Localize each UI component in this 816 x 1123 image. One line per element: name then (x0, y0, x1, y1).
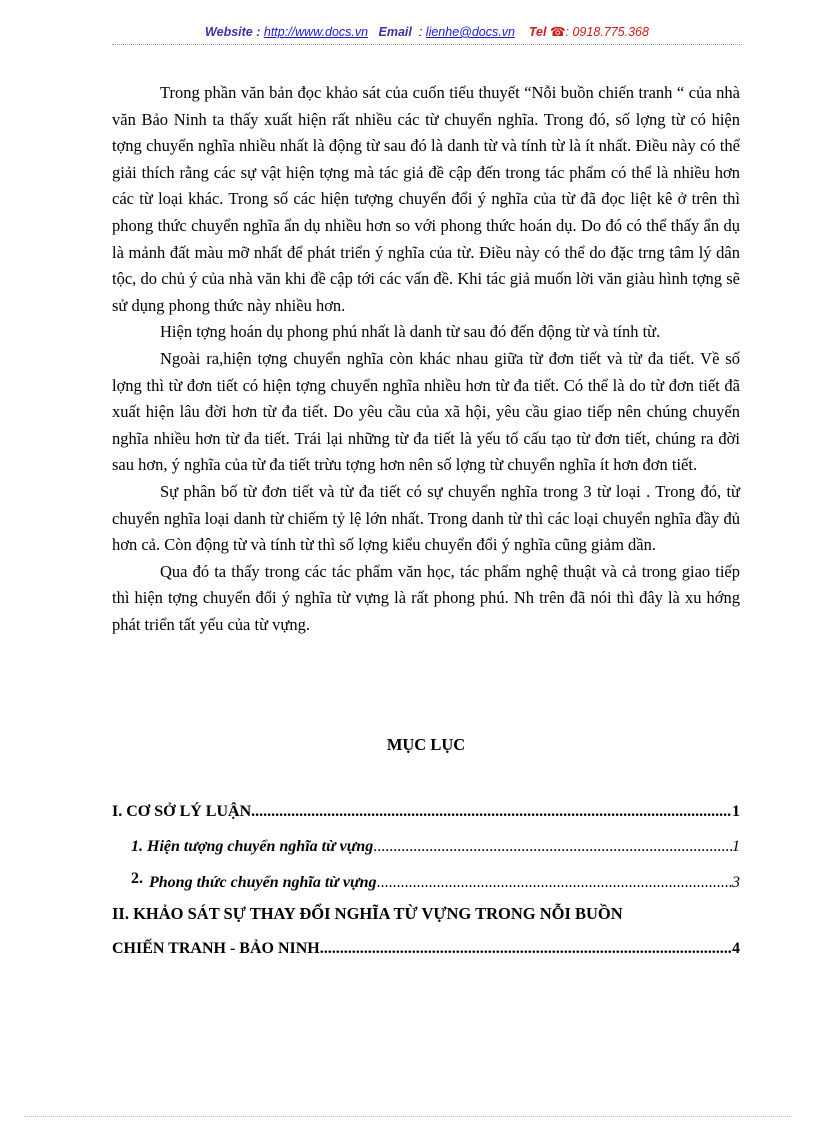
page-header (112, 22, 742, 42)
email-link[interactable]: lienhe@docs.vn (425, 25, 515, 39)
toc-entry-number: 2. (131, 870, 143, 887)
toc-entry-label: CHIẾN TRANH - BẢO NINH (112, 940, 320, 957)
tel-label: Tel (528, 25, 547, 39)
toc-entry-3[interactable] (131, 872, 740, 894)
footer-divider (24, 1116, 792, 1117)
toc-entry-label: 1. Hiện tượng chuyển nghĩa từ vựng (131, 838, 374, 855)
email-separator: : (418, 25, 423, 39)
toc-leader-dots (251, 801, 732, 823)
toc-entry-label: I. CƠ SỞ LÝ LUẬN (112, 803, 252, 820)
website-link[interactable]: http://www.docs.vn (263, 25, 369, 39)
header-divider (112, 44, 742, 45)
website-label: Website : (205, 25, 261, 39)
toc-title: MỤC LỤC (386, 735, 466, 754)
toc-entry-4[interactable] (112, 938, 740, 960)
email-label: Email (378, 25, 412, 39)
body-text (112, 80, 740, 638)
toc-leader-dots (320, 938, 732, 960)
paragraph-2: Hiện tợng hoán dụ phong phú nhất là danh từ sau đó đến động từ và tính từ. (160, 322, 661, 342)
paragraph-1: Trong phần văn bản đọc khảo sát của cuốn tiểu thuyết “Nỗi buồn chiến tranh “ của nhà văn Bảo Ninh ta thấy xuất hiện rất nhiều các từ chuyển nghĩa. Trong đó, số lợng từ có hiện tợng chuyển nghĩa nhiều nhất là động từ sau đó là danh từ và tính từ là ít nhất. Điều này có thể giải thích rằng các sự vật hiện tợng mà tác giả đề cập đến trong tác phẩm có thể là nhiều hơn các từ loại khác. Trong số các hiện tượng chuyển đổi ý nghĩa của từ đã đọc liệt kê ở trên thì phong thức chuyển nghĩa ẩn dụ nhiều hơn so với phong thức hoán dụ. Do đó có thể thấy ẩn dụ là mảnh đất màu mỡ nhất để phát triển ý nghĩa của từ. Điều này có thể do đặc trng tâm lý dân tộc, do chủ ý của nhà văn khi đề cập tới các vấn đề. Khi tác giả muốn lời văn giàu hình tợng sẽ sử dụng phong thức này nhiều hơn. (112, 83, 740, 315)
toc-entry-1[interactable] (112, 801, 740, 823)
tel-value: : 0918.775.368 (565, 25, 649, 39)
toc-entry-4-line-1[interactable]: II. KHẢO SÁT SỰ THAY ĐỔI NGHĨA TỪ VỰNG TRONG NỖI BUỒN (112, 904, 623, 923)
paragraph-3: Ngoài ra,hiện tợng chuyển nghĩa còn khác nhau giữa từ đơn tiết và từ đa tiết. Về số lợng thì từ đơn tiết có hiện tợng chuyển nghĩa nhiều hơn từ đa tiết. Có thể là do từ đơn tiết đã xuất hiện lâu đời hơn từ đa tiết. Do yêu cầu của xã hội, yêu cầu giao tiếp nên chúng chuyển nghĩa nhiều hơn từ đa tiết. Trái lại những từ đa tiết là yếu tố cấu tạo từ đơn tiết, chúng ra đời sau hơn, ý nghĩa của từ đa tiết trừu tợng hơn nên số lợng từ chuyển nghĩa ít hơn đơn tiết. (112, 348, 740, 475)
toc-entry-page: 3 (732, 874, 740, 891)
toc-entry-page: 4 (732, 940, 740, 957)
toc-entry-page: 1 (732, 803, 740, 820)
toc-entry-page: 1 (732, 838, 740, 855)
paragraph-4: Sự phân bố từ đơn tiết và từ đa tiết có sự chuyển nghĩa trong 3 từ loại . Trong đó, từ chuyển nghĩa loại danh từ chiếm tỷ lệ lớn nhất. Trong danh từ thì các loại chuyển nghĩa đầy đủ hơn cả. Còn động từ và tính từ thì số lợng kiểu chuyển đổi ý nghĩa cũng giảm dần. (112, 481, 740, 555)
paragraph-5: Qua đó ta thấy trong các tác phẩm văn học, tác phẩm nghệ thuật và cả trong giao tiếp thì hiện tợng chuyển đổi ý nghĩa từ vựng là rất phong phú. Nh trên đã nói thì đây là xu hớng phát triển tất yếu của từ vựng. (112, 561, 740, 634)
toc-entry-2[interactable] (131, 836, 740, 858)
toc-entry-label: Phong thức chuyển nghĩa từ vựng (149, 874, 377, 891)
phone-icon: ☎ (549, 25, 566, 39)
toc-leader-dots (373, 836, 732, 858)
toc-leader-dots (376, 872, 732, 894)
